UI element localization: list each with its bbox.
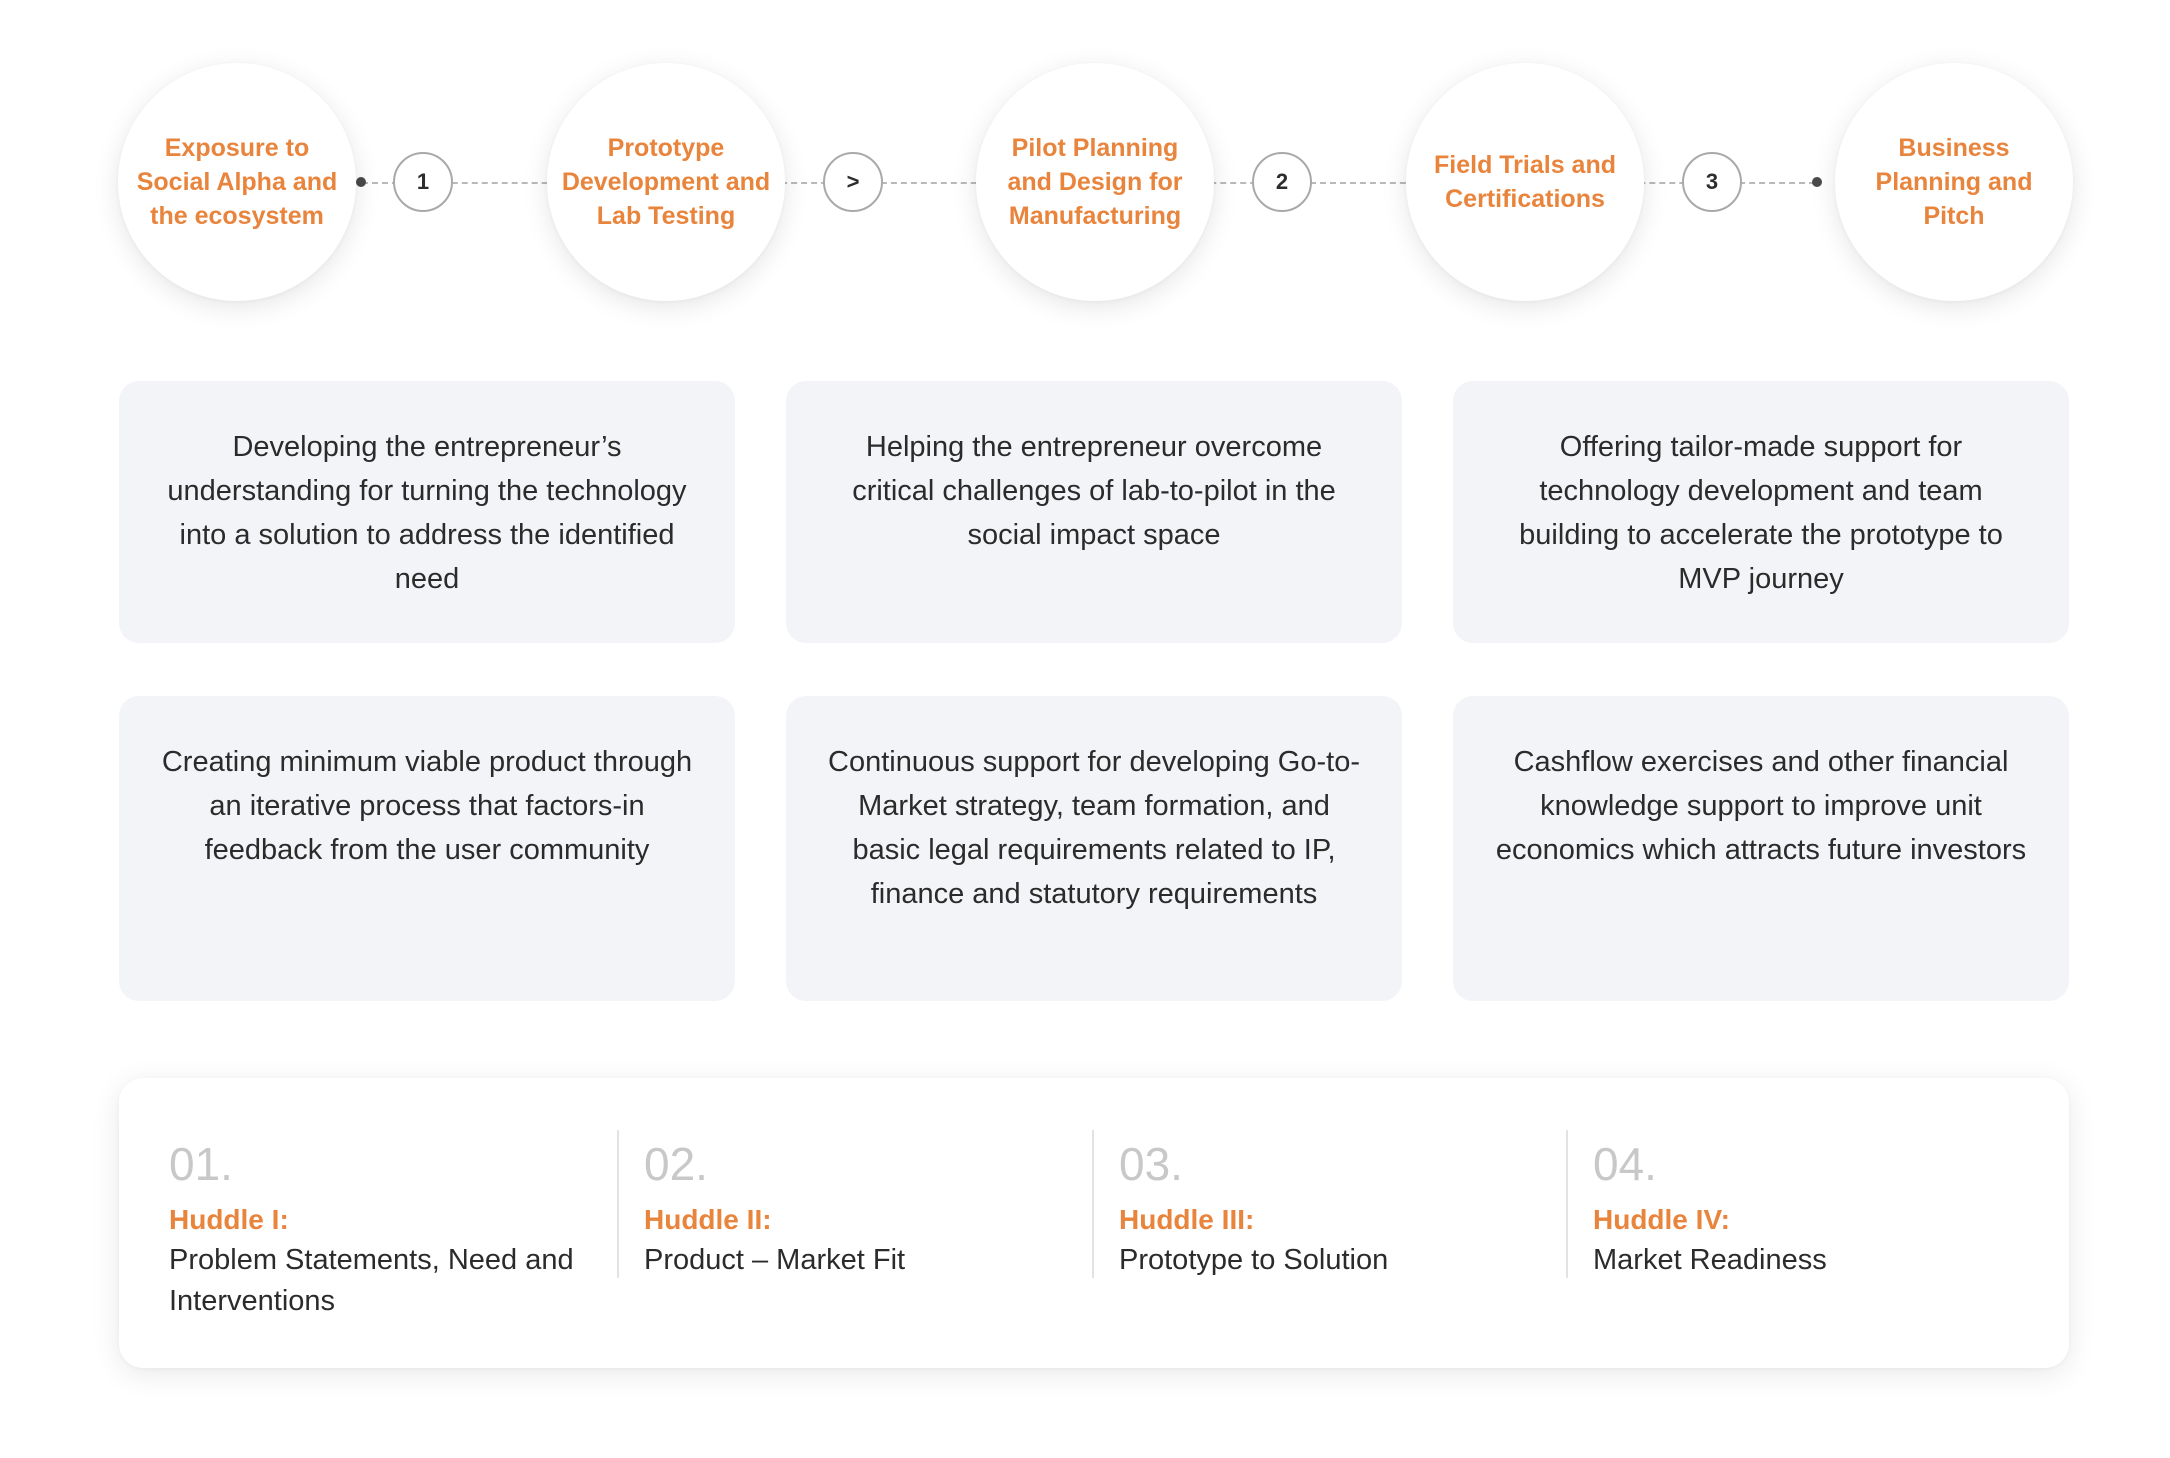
stage-exposure	[118, 63, 356, 301]
card-text: Creating minimum viable product through an iterative process that factors-in feedback from the user community	[161, 746, 693, 866]
stage-label: Pilot Planning and Design for Manufacturing	[1007, 134, 1183, 230]
card-text: Developing the entrepreneur’s understanding for turning the technology into a solution to address the identified need	[167, 431, 687, 595]
huddle-number: 03.	[1119, 1138, 1183, 1190]
step-marker-3: 3	[1682, 152, 1742, 212]
stage-pilot-planning	[976, 63, 1214, 301]
step-marker-2: 2	[1252, 152, 1312, 212]
huddle-title: Huddle IV:	[1593, 1204, 1730, 1235]
huddle-description: Product – Market Fit	[644, 1244, 906, 1276]
stage-label: Field Trials and Certifications	[1434, 151, 1616, 213]
huddle-description: Prototype to Solution	[1119, 1244, 1389, 1276]
stage-label: Business Planning and Pitch	[1875, 134, 2033, 230]
stage-flow	[0, 0, 2170, 360]
description-card	[119, 696, 735, 1001]
huddle-item	[644, 1138, 1074, 1281]
huddle-item	[1593, 1138, 2023, 1281]
huddle-number: 02.	[644, 1138, 708, 1190]
stage-field-trials	[1406, 63, 1644, 301]
card-text: Cashflow exercises and other financial knowledge support to improve unit economics which attracts future investors	[1495, 746, 2027, 866]
huddle-item	[1119, 1138, 1549, 1281]
stage-label: Exposure to Social Alpha and the ecosystem	[136, 134, 338, 230]
huddle-title: Huddle I:	[169, 1204, 289, 1235]
huddle-description: Problem Statements, Need and Interventions	[169, 1244, 574, 1317]
huddles-panel	[119, 1078, 2069, 1368]
huddle-title: Huddle III:	[1119, 1204, 1255, 1235]
stage-label: Prototype Development and Lab Testing	[561, 134, 771, 230]
card-text: Helping the entrepreneur overcome critical challenges of lab-to-pilot in the social impact space	[852, 431, 1336, 551]
huddle-title: Huddle II:	[644, 1204, 772, 1235]
stage-business-planning	[1835, 63, 2073, 301]
step-marker-1: 1	[393, 152, 453, 212]
huddle-divider	[1566, 1130, 1568, 1278]
description-card	[786, 381, 1402, 643]
card-text: Continuous support for developing Go-to-Market strategy, team formation, and basic legal requirements related to IP, finance and statutory requirements	[828, 746, 1360, 910]
description-card	[1453, 696, 2069, 1001]
huddle-number: 01.	[169, 1138, 233, 1190]
huddle-divider	[617, 1130, 619, 1278]
description-card	[119, 381, 735, 643]
card-text: Offering tailor-made support for technology development and team building to accelerate the prototype to MVP journey	[1519, 431, 2003, 595]
description-card	[1453, 381, 2069, 643]
huddle-description: Market Readiness	[1593, 1244, 1827, 1276]
description-card	[786, 696, 1402, 1001]
huddle-item	[169, 1138, 599, 1322]
stage-prototype-development	[547, 63, 785, 301]
flow-start-dot	[356, 177, 366, 187]
huddle-number: 04.	[1593, 1138, 1657, 1190]
flow-end-dot	[1812, 177, 1822, 187]
huddle-divider	[1092, 1130, 1094, 1278]
step-marker-arrow: >	[823, 152, 883, 212]
